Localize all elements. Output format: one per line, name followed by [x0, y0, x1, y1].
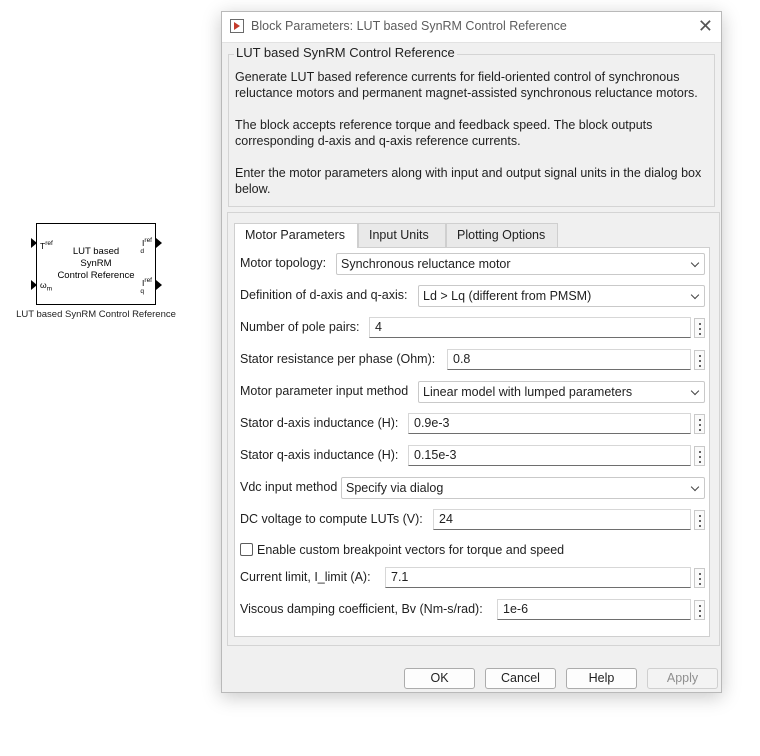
more-options-icon[interactable] — [694, 510, 705, 530]
dialog-titlebar[interactable] — [222, 12, 721, 43]
simulink-app-icon — [230, 19, 244, 33]
more-options-icon[interactable] — [694, 318, 705, 338]
dq-definition-label: Definition of d-axis and q-axis: — [240, 288, 408, 302]
current-limit-row — [240, 567, 705, 589]
dc-voltage-row — [240, 509, 705, 531]
motor-topology-row — [240, 253, 705, 275]
dc-voltage-label: DC voltage to compute LUTs (V): — [240, 512, 423, 526]
block-label: LUT based SynRM Control Reference — [57, 246, 135, 281]
description-paragraph: Generate LUT based reference currents for field-oriented control of synchronous reluctance motors and permanent magnet-assisted synchronous reluctance motors. — [235, 70, 698, 100]
lq-label: Stator q-axis inductance (H): — [240, 448, 399, 462]
pole-pairs-label: Number of pole pairs: — [240, 320, 360, 334]
tab-plotting-options[interactable]: Plotting Options — [446, 223, 558, 247]
parameters-group — [227, 212, 720, 646]
param-input-method-label: Motor parameter input method — [240, 384, 409, 398]
more-options-icon[interactable] — [694, 600, 705, 620]
input-arrow-icon — [31, 280, 37, 290]
chevron-down-icon — [691, 291, 699, 299]
motor-topology-select[interactable]: Synchronous reluctance motor — [336, 253, 705, 275]
group-title: LUT based SynRM Control Reference — [236, 45, 455, 60]
more-options-icon[interactable] — [694, 414, 705, 434]
output-arrow-icon — [156, 238, 162, 248]
ld-label: Stator d-axis inductance (H): — [240, 416, 399, 430]
dialog-title: Block Parameters: LUT based SynRM Control Reference — [251, 19, 567, 33]
viscous-damping-label: Viscous damping coefficient, Bv (Nm-s/rad): — [240, 602, 483, 616]
ld-field[interactable]: 0.9e-3 — [408, 413, 691, 434]
output-port-id-ref: $I^{ref}$ $_d$ — [140, 237, 152, 255]
viscous-damping-field[interactable]: 1e-6 — [497, 599, 691, 620]
description-group — [228, 54, 715, 207]
more-options-icon[interactable] — [694, 568, 705, 588]
ok-button[interactable]: OK — [404, 668, 475, 689]
vdc-method-label: Vdc input method — [240, 480, 338, 494]
ld-row — [240, 413, 705, 435]
motor-topology-label: Motor topology: — [240, 256, 327, 270]
dq-definition-row — [240, 285, 705, 307]
motor-parameters-panel — [234, 247, 710, 637]
block-parameters-dialog — [221, 11, 722, 693]
description-paragraph: The block accepts reference torque and feedback speed. The block outputs corresponding d-axis and q-axis reference currents. — [235, 118, 653, 148]
current-limit-label: Current limit, I_limit (A): — [240, 570, 371, 584]
stator-resistance-field[interactable]: 0.8 — [447, 349, 691, 370]
chevron-down-icon — [691, 483, 699, 491]
param-input-method-select[interactable]: Linear model with lumped parameters — [418, 381, 705, 403]
custom-breakpoints-row — [240, 540, 705, 562]
input-port-speed: $\omega_m$ — [40, 280, 53, 293]
input-port-torque-ref: $T^{ref}$ — [40, 240, 53, 251]
chevron-down-icon — [691, 387, 699, 395]
dc-voltage-field[interactable]: 24 — [433, 509, 691, 530]
tab-input-units[interactable]: Input Units — [358, 223, 446, 247]
stator-resistance-row — [240, 349, 705, 371]
lq-field[interactable]: 0.15e-3 — [408, 445, 691, 466]
synrm-control-block[interactable] — [36, 223, 156, 305]
viscous-damping-row — [240, 599, 705, 621]
custom-breakpoints-label: Enable custom breakpoint vectors for torque and speed — [257, 543, 565, 557]
block-caption: LUT based SynRM Control Reference — [16, 309, 176, 320]
description-paragraph: Enter the motor parameters along with input and output signal units in the dialog box below. — [235, 166, 702, 196]
tab-motor-parameters[interactable]: Motor Parameters — [234, 223, 358, 248]
cancel-button[interactable]: Cancel — [485, 668, 556, 689]
stator-resistance-label: Stator resistance per phase (Ohm): — [240, 352, 436, 366]
output-port-iq-ref: $I^{ref}$ $_q$ — [140, 277, 152, 295]
chevron-down-icon — [691, 259, 699, 267]
vdc-method-row — [240, 477, 705, 499]
param-input-method-row — [240, 381, 705, 403]
pole-pairs-field[interactable]: 4 — [369, 317, 691, 338]
output-arrow-icon — [156, 280, 162, 290]
apply-button[interactable]: Apply — [647, 668, 718, 689]
more-options-icon[interactable] — [694, 350, 705, 370]
help-button[interactable]: Help — [566, 668, 637, 689]
lq-row — [240, 445, 705, 467]
more-options-icon[interactable] — [694, 446, 705, 466]
dq-definition-select[interactable]: Ld > Lq (different from PMSM) — [418, 285, 705, 307]
current-limit-field[interactable]: 7.1 — [385, 567, 691, 588]
custom-breakpoints-checkbox[interactable] — [240, 543, 253, 556]
close-icon[interactable]: ✕ — [697, 16, 713, 36]
pole-pairs-row — [240, 317, 705, 339]
vdc-method-select[interactable]: Specify via dialog — [341, 477, 705, 499]
input-arrow-icon — [31, 238, 37, 248]
